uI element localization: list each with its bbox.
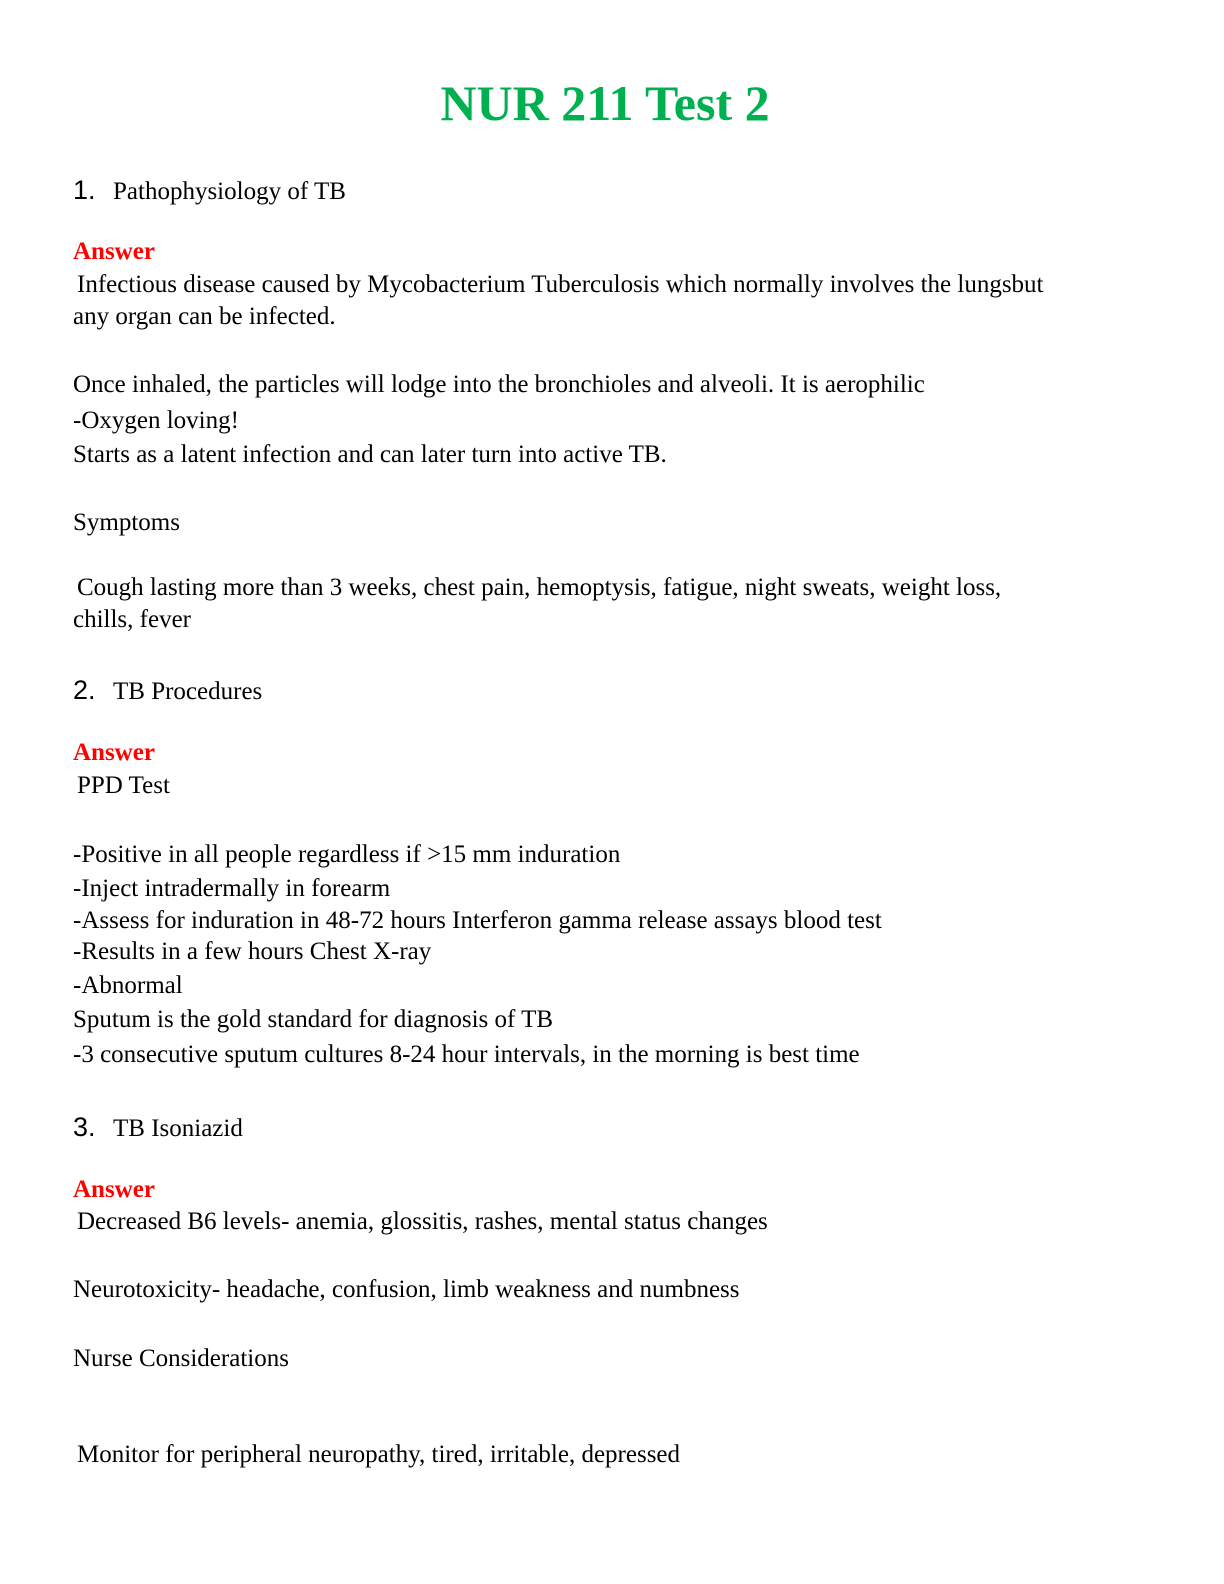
question-2-answer-line: -Inject intradermally in forearm bbox=[73, 875, 391, 902]
question-2-answer-line: -Abnormal bbox=[73, 972, 183, 999]
question-2-answer-line: -Assess for induration in 48-72 hours Interferon gamma release assays blood test bbox=[73, 907, 882, 934]
question-1-answer-line: -Oxygen loving! bbox=[73, 407, 239, 434]
question-2-text: TB Procedures bbox=[113, 678, 263, 705]
question-3-answer-line: Monitor for peripheral neuropathy, tired, irritable, depressed bbox=[77, 1441, 681, 1468]
question-1-heading bbox=[73, 174, 346, 208]
document-title: NUR 211 Test 2 bbox=[440, 75, 770, 131]
question-2-answer-line: -Results in a few hours Chest X-ray bbox=[73, 938, 432, 965]
question-2-number: 2. bbox=[73, 675, 96, 705]
question-1-answer-line: Cough lasting more than 3 weeks, chest pain, hemoptysis, fatigue, night sweats, weight loss, bbox=[77, 574, 1002, 601]
question-3-answer-line: Decreased B6 levels- anemia, glossitis, rashes, mental status changes bbox=[77, 1208, 768, 1235]
question-2-answer-line: -3 consecutive sputum cultures 8-24 hour intervals, in the morning is best time bbox=[73, 1041, 860, 1068]
question-2-answer-line: -Positive in all people regardless if >15 mm induration bbox=[73, 841, 621, 868]
question-3-text: TB Isoniazid bbox=[113, 1115, 243, 1142]
question-2-answer-label: Answer bbox=[73, 739, 155, 766]
question-1-number: 1. bbox=[73, 175, 96, 205]
question-1-answer-line: chills, fever bbox=[73, 606, 192, 633]
question-2-answer-line: Sputum is the gold standard for diagnosis of TB bbox=[73, 1006, 554, 1033]
question-1-answer-line: Once inhaled, the particles will lodge into the bronchioles and alveoli. It is aerophilic bbox=[73, 371, 925, 398]
question-3-answer-line: Nurse Considerations bbox=[73, 1345, 289, 1372]
question-1-answer-line: any organ can be infected. bbox=[73, 303, 336, 330]
question-2-heading bbox=[73, 674, 262, 708]
question-1-answer-line: Starts as a latent infection and can later turn into active TB. bbox=[73, 441, 667, 468]
question-1-answer-label: Answer bbox=[73, 238, 155, 265]
question-2-answer-line: PPD Test bbox=[77, 772, 170, 799]
question-1-answer-line: Infectious disease caused by Mycobacterium Tuberculosis which normally involves the lungsbut bbox=[77, 271, 1044, 298]
question-3-answer-label: Answer bbox=[73, 1176, 155, 1203]
question-3-heading bbox=[73, 1111, 243, 1145]
question-1-answer-line: Symptoms bbox=[73, 509, 180, 536]
question-1-text: Pathophysiology of TB bbox=[113, 178, 346, 205]
question-3-answer-line: Neurotoxicity- headache, confusion, limb weakness and numbness bbox=[73, 1276, 740, 1303]
question-3-number: 3. bbox=[73, 1112, 96, 1142]
